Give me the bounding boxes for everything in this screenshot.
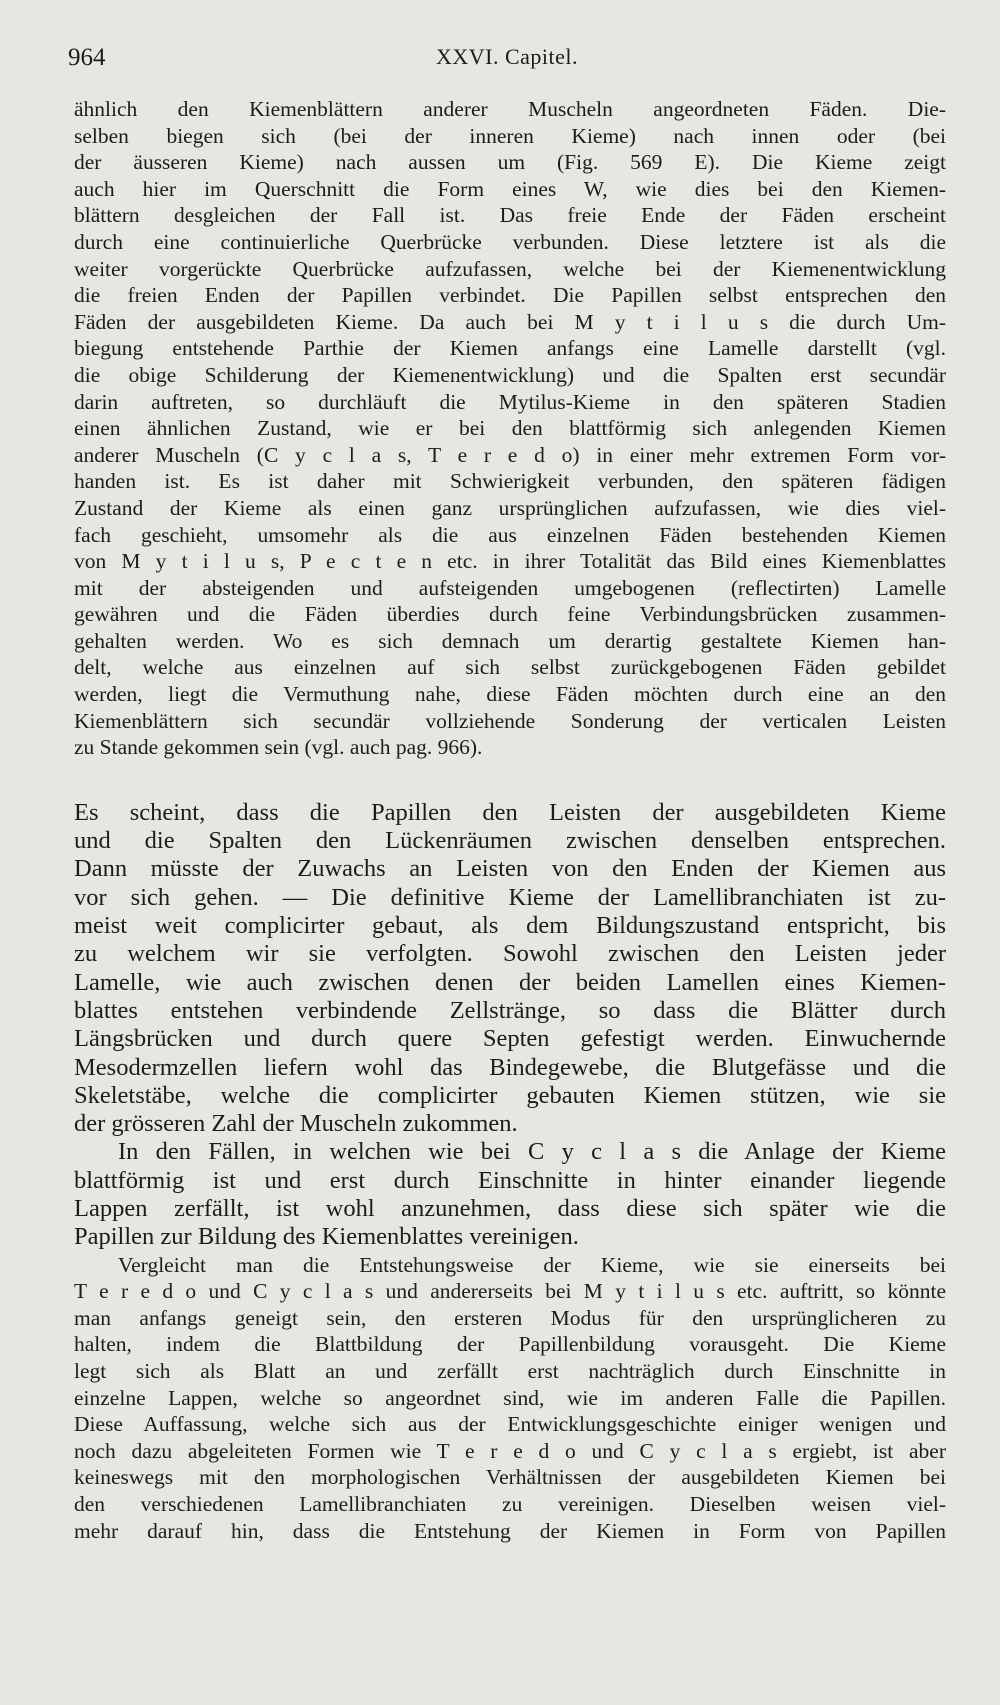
text-line: ähnlich den Kiemenblättern anderer Muscheln angeordneten Fäden. Die- — [74, 97, 946, 121]
text-line: Lappen zerfällt, ist wohl anzunehmen, dass diese sich später wie die — [74, 1195, 946, 1222]
text-line: mit der absteigenden und aufsteigenden umgebogenen (reflectirten) Lamelle — [74, 575, 946, 600]
text-line: Kiemenblättern sich secundär vollziehende Sonderung der verticalen Leisten — [74, 708, 946, 733]
text-line: werden, liegt die Vermuthung nahe, diese Fäden möchten durch eine an den — [74, 682, 946, 707]
text-line: Dann müsste der Zuwachs an Leisten von den Enden der Kiemen aus — [74, 855, 946, 883]
text-line: selben biegen sich (bei der inneren Kieme) nach innen oder (bei — [74, 123, 946, 148]
page-number: 964 — [68, 44, 106, 71]
large-print-paragraph-2 — [74, 1138, 946, 1251]
small-print-paragraph — [74, 96, 946, 761]
text-line: T e r e d o und C y c l a s und andererseits bei M y t i l u s etc. auftritt, so könnte — [74, 1279, 946, 1304]
text-line: halten, indem die Blattbildung der Papillenbildung vorausgeht. Die Kieme — [74, 1332, 946, 1357]
text-line: blattes entstehen verbindende Zellstränge, so dass die Blätter durch — [74, 996, 946, 1024]
text-line: legt sich als Blatt an und zerfällt erst nachträglich durch Einschnitte in — [74, 1358, 946, 1383]
running-head: XXVI. Capitel. — [436, 44, 579, 69]
large-print-paragraph-1 — [74, 799, 946, 1139]
text-line: Papillen zur Bildung des Kiemenblattes vereinigen. — [74, 1223, 579, 1251]
text-line: einzelne Lappen, welche so angeordnet sind, wie im anderen Falle die Papillen. — [74, 1385, 946, 1410]
text-line: blattförmig ist und erst durch Einschnitte in hinter einander liegende — [74, 1166, 946, 1194]
text-line: biegung entstehende Parthie der Kiemen anfangs eine Lamelle darstellt (vgl. — [74, 336, 946, 361]
text-line: delt, welche aus einzelnen auf sich selbst zurückgebogenen Fäden gebildet — [74, 655, 946, 680]
text-line: von M y t i l u s, P e c t e n etc. in ihrer Totalität das Bild eines Kiemenblattes — [74, 549, 946, 574]
text-line: gehalten werden. Wo es sich demnach um derartig gestaltete Kiemen han- — [74, 628, 946, 653]
text-line: weiter vorgerückte Querbrücke aufzufassen, welche bei der Kiemenentwicklung — [74, 256, 946, 281]
text-line: Mesodermzellen liefern wohl das Bindegewebe, die Blutgefässe und die — [74, 1053, 946, 1081]
text-line: anderer Muscheln (C y c l a s, T e r e d o) in einer mehr extremen Form vor- — [74, 442, 946, 467]
page-body — [74, 96, 946, 1544]
text-line: Vergleicht man die Entstehungsweise der Kieme, wie sie einerseits bei — [118, 1252, 946, 1277]
text-line: die obige Schilderung der Kiemenentwicklung) und die Spalten erst secundär — [74, 362, 946, 387]
text-line: die freien Enden der Papillen verbindet. Die Papillen selbst entsprechen den — [74, 283, 946, 308]
text-line: Fäden der ausgebildeten Kieme. Da auch bei M y t i l u s die durch Um- — [74, 309, 946, 334]
text-line: Zustand der Kieme als einen ganz ursprünglichen aufzufassen, wie dies viel- — [74, 495, 946, 520]
text-line: Lamelle, wie auch zwischen denen der beiden Lamellen eines Kiemen- — [74, 968, 946, 996]
text-line: Es scheint, dass die Papillen den Leisten der ausgebildeten Kieme — [74, 798, 946, 826]
text-line: meist weit complicirter gebaut, als dem Bildungszustand entspricht, bis — [74, 912, 946, 940]
text-line: zu welchem wir sie verfolgten. Sowohl zwischen den Leisten jeder — [74, 940, 946, 968]
text-line: zu Stande gekommen sein (vgl. auch pag. 966). — [74, 735, 483, 760]
text-line: fach geschieht, umsomehr als die aus einzelnen Fäden bestehenden Kiemen — [74, 522, 946, 547]
page-header — [68, 44, 940, 80]
text-line: auch hier im Querschnitt die Form eines W, wie dies bei den Kiemen- — [74, 176, 946, 201]
small-print-paragraph-2 — [74, 1252, 946, 1545]
text-line: In den Fällen, in welchen wie bei C y c l a s die Anlage der Kieme — [118, 1138, 946, 1166]
text-line: durch eine continuierliche Querbrücke verbunden. Diese letztere ist als die — [74, 229, 946, 254]
text-line: den verschiedenen Lamellibranchiaten zu vereinigen. Dieselben weisen viel- — [74, 1491, 946, 1516]
text-line: noch dazu abgeleiteten Formen wie T e r e d o und C y c l a s ergiebt, ist aber — [74, 1438, 946, 1463]
text-line: Längsbrücken und durch quere Septen gefestigt werden. Einwuchernde — [74, 1025, 946, 1053]
text-line: man anfangs geneigt sein, den ersteren Modus für den ursprünglicheren zu — [74, 1305, 946, 1330]
text-line: vor sich gehen. — Die definitive Kieme der Lamellibranchiaten ist zu- — [74, 883, 946, 911]
text-line: handen ist. Es ist daher mit Schwierigkeit verbunden, den späteren fädigen — [74, 469, 946, 494]
text-line: gewähren und die Fäden überdies durch feine Verbindungsbrücken zusammen- — [74, 602, 946, 627]
text-line: und die Spalten den Lückenräumen zwischen denselben entsprechen. — [74, 827, 946, 855]
text-line: der grösseren Zahl der Muscheln zukommen. — [74, 1110, 518, 1138]
text-line: darin auftreten, so durchläuft die Mytilus-Kieme in den späteren Stadien — [74, 389, 946, 414]
text-line: Diese Auffassung, welche sich aus der Entwicklungsgeschichte einiger wenigen und — [74, 1412, 946, 1437]
text-line: blättern desgleichen der Fall ist. Das freie Ende der Fäden erscheint — [74, 203, 946, 228]
text-line: einen ähnlichen Zustand, wie er bei den blattförmig sich anlegenden Kiemen — [74, 416, 946, 441]
text-line: mehr darauf hin, dass die Entstehung der Kiemen in Form von Papillen — [74, 1518, 946, 1543]
text-line: der äusseren Kieme) nach aussen um (Fig. 569 E). Die Kieme zeigt — [74, 150, 946, 175]
text-line: keineswegs mit den morphologischen Verhältnissen der ausgebildeten Kiemen bei — [74, 1465, 946, 1490]
text-line: Skeletstäbe, welche die complicirter gebauten Kiemen stützen, wie sie — [74, 1081, 946, 1109]
